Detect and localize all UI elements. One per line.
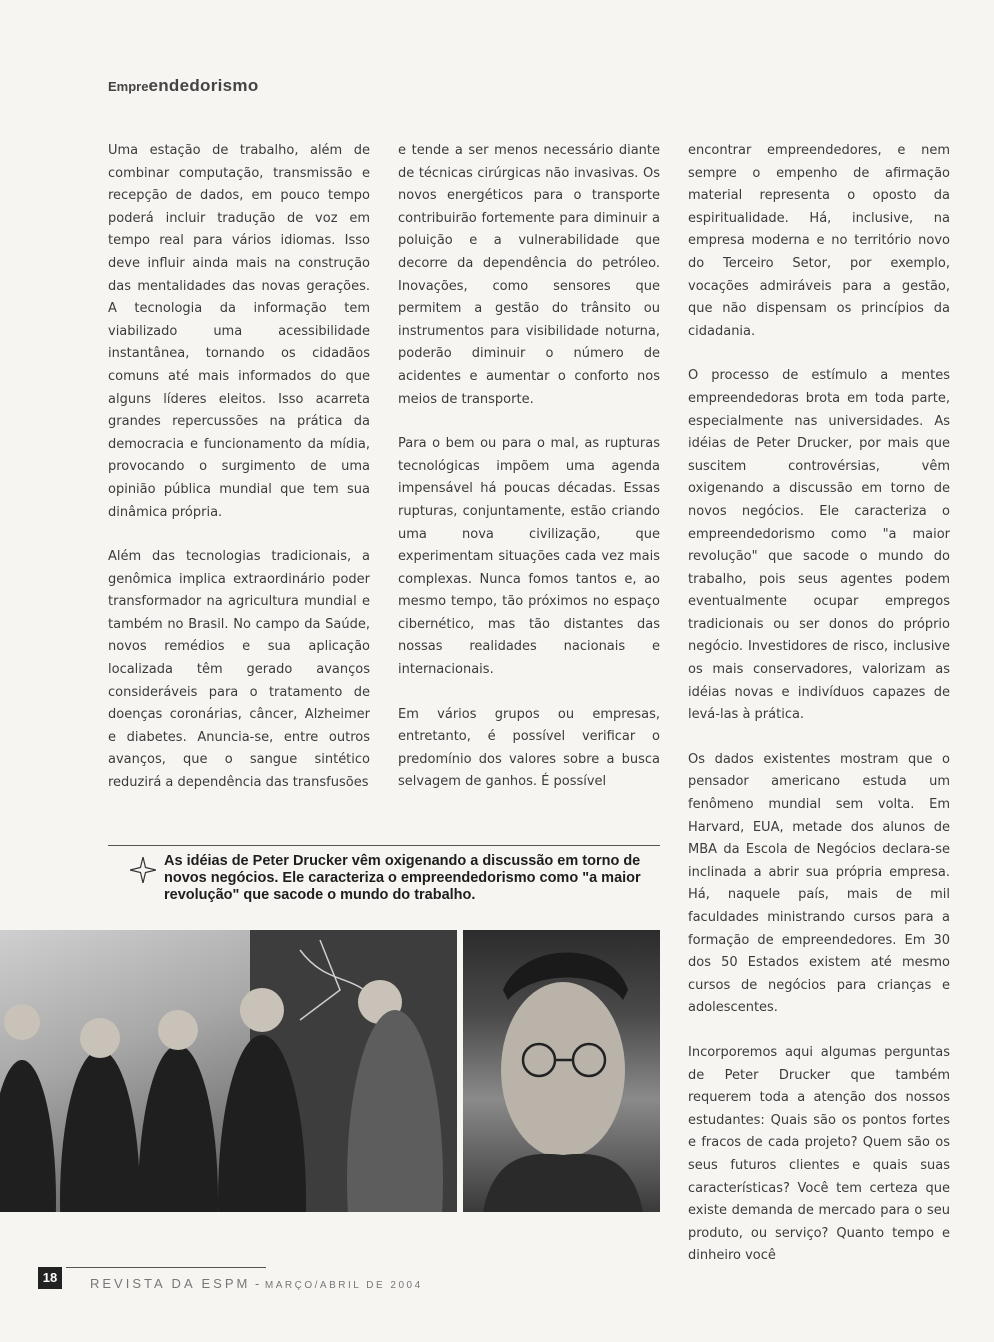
paragraph: Além das tecnologias tradicionais, a genômica implica extraordinário poder transformador na agricultura mundial e também no Brasil. No campo da Saúde, novos remédios e sua aplicação localizada têm gerado avanços consideráveis para o tratamento de doenças coronárias, câncer, Alzheimer e diabetes. Anuncia-se, entre outros avanços, que o sangue sintético reduzirá a dependência das transfusões [108,549,370,791]
page-number: 18 [38,1267,62,1289]
paragraph: Em vários grupos ou empresas, entretanto, é possível verificar o predomínio dos valores sobre a busca selvagem de ganhos. É possível [398,706,660,790]
four-point-star-icon [130,857,156,883]
section-title-main: endedorismo [148,76,259,95]
issue-date: MARÇO/ABRIL DE 2004 [264,1280,423,1291]
portrait-photo [463,930,660,1212]
pullquote-divider [108,845,660,846]
pullquote-text: As idéias de Peter Drucker vêm oxigenando a discussão em torno de novos negócios. Ele caracteriza o empreendedorismo como "a maior revolução" que sacode o mundo do trabalho. [164,853,641,903]
page-footer [38,1263,458,1293]
paragraph: Uma estação de trabalho, além de combinar computação, transmissão e recepção de dados, em pouco tempo poderá incluir tradução de voz em tempo real para vários idiomas. Isso deve influir ainda mais na construção das mentalidades das novas gerações. A tecnologia da informação tem viabilizado uma acessibilidade instantânea, tornando os cidadãos comuns até mais informados do que alguns líderes eleitos. Isso acarreta grandes repercussões na prática da democracia e funcionamento da mídia, provocando o surgimento de uma opinião pública mundial que tem sua dinâmica própria. [108,143,370,520]
paragraph: Para o bem ou para o mal, as rupturas tecnológicas impõem uma agenda impensável há poucas décadas. Essas rupturas, conjuntamente, estão criando uma nova civilização, que experimentam situações cada vez mais complexas. Nunca fomos tantos e, ao mesmo tempo, tão próximos no espaço cibernético, mas tão distantes das nossas realidades nacionais e internacionais. [398,436,660,678]
footer-separator: - [250,1276,265,1291]
footer-rule [66,1267,266,1268]
paragraph: Incorporemos aqui algumas perguntas de Peter Drucker que também requerem toda a atenção dos nossos estudantes: Quais são os pontos fortes e fracos de cada projeto? Quem são os seus futuros clientes e quais suas características? Você tem certeza que existe demanda de mercado para o seu produto, ou serviço? Quanto tempo e dinheiro você [688,1044,950,1264]
paragraph: O processo de estímulo a mentes empreendedoras brota em toda parte, especialmente nas universidades. As idéias de Peter Drucker, por mais que suscitem controvérsias, vêm oxigenando a discussão em torno de novos negócios. Ele caracteriza o empreendedorismo como "a maior revolução" que sacode o mundo do trabalho, pois seus agentes podem eventualmente ocupar empregos tradicionais ou ser donos do próprio negócio. Investidores de risco, inclusive os mais conservadores, valorizam as idéias novas e indivíduos capazes de levá-las à prática. [688,368,950,723]
magazine-credit [90,1276,423,1291]
paragraph: encontrar empreendedores, e nem sempre o empenho de afirmação material representa o oposto da espiritualidade. Há, inclusive, na empresa moderna e no território novo do Terceiro Setor, por exemplo, vocações admiráveis para a gestão, que não dispensam os princípios da cidadania. [688,143,950,339]
group-photo-illustration [0,930,457,1212]
section-title-prefix: Empre [108,79,149,94]
magazine-name: REVISTA DA ESPM [90,1276,251,1291]
portrait-illustration [463,930,660,1212]
text-column-1 [108,140,370,817]
text-column-2 [398,140,660,816]
group-photo [0,930,457,1212]
paragraph: e tende a ser menos necessário diante de técnicas cirúrgicas não invasivas. Os novos energéticos para o transporte contribuirão fortemente para diminuir a poluição e a vulnerabilidade que decorre da dependência do petróleo. Inovações, como sensores que permitem a gestão do trânsito ou instrumentos para visibilidade noturna, poderão diminuir o número de acidentes e aumentar o conforto nos meios de transporte. [398,143,660,407]
text-column-3 [688,140,950,1290]
section-title [108,76,259,96]
paragraph: Os dados existentes mostram que o pensador americano estuda um fenômeno mundial sem volta. Em Harvard, EUA, metade dos alunos de MBA da Escola de Negócios declara-se inclinada a abrir sua própria empresa. Há, naquele país, mais de mil faculdades ministrando cursos para a formação de empreendedores. Em 30 dos 50 Estados existem até mesmo cursos de negócios para crianças e adolescentes. [688,751,950,1016]
